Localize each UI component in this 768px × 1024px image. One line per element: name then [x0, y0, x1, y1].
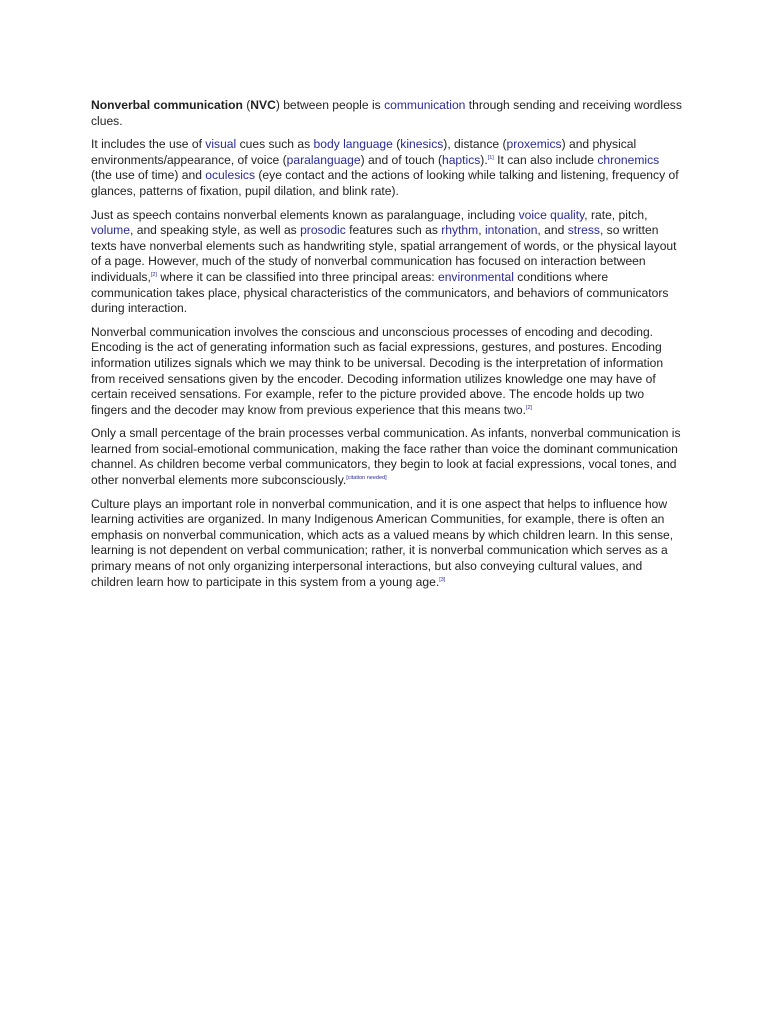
link-communication[interactable]: communication — [384, 98, 466, 112]
link-intonation[interactable]: intonation — [484, 223, 538, 238]
link-paralanguage[interactable]: paralanguage — [286, 152, 361, 167]
link-visual[interactable]: visual — [205, 137, 237, 152]
link-rhythm[interactable]: rhythm — [441, 223, 479, 238]
link-voice-quality[interactable]: voice quality — [518, 207, 585, 222]
term-nonverbal-communication: Nonverbal communication — [91, 98, 243, 112]
link-body-language[interactable]: body language — [313, 137, 393, 152]
link-chronemics[interactable]: chronemics — [597, 152, 660, 167]
citation-ref-2b[interactable]: [2] — [525, 404, 533, 411]
paragraph-cues: It includes the use of visual cues such as body language (kinesics), distance (proxemics) and physical environments/appearance, of voice (paralanguage) and of touch (haptics).[1] It can also include chronemics (the use of time) and oculesics (eye contact and the actions of looking while talking and listening, frequency of glances, patterns of fixation, pupil dilation, and blink rate). — [91, 137, 679, 198]
link-haptics[interactable]: haptics — [441, 152, 481, 167]
link-environmental[interactable]: environmental — [437, 269, 514, 284]
paragraph-paralanguage: Just as speech contains nonverbal elements known as paralanguage, including voice quality, rate, pitch, volume, and speaking style, as well as prosodic features such as rhythm, intonation, and stress, so written texts have nonverbal elements such as handwriting style, spatial arrangement of words, or the physical layout of a page. However, much of the study of nonverbal communication has focused on interaction between individuals,[2] where it can be classified into three principal areas: environmental conditions where communication takes place, physical characteristics of the communicators, and behaviors of communicators during interaction. — [91, 207, 677, 316]
term-nvc: NVC — [250, 98, 276, 112]
link-proxemics[interactable]: proxemics — [506, 137, 562, 152]
citation-ref-3[interactable]: [3] — [439, 576, 446, 583]
citation-needed-ref[interactable]: [citation needed] — [346, 475, 387, 482]
link-volume[interactable]: volume — [91, 223, 130, 238]
link-stress[interactable]: stress — [567, 223, 600, 238]
link-kinesics[interactable]: kinesics — [400, 137, 444, 152]
paragraph-encoding-decoding: Nonverbal communication involves the conscious and unconscious processes of encoding and decoding. Encoding is the act of generating information such as facial expressions, gestures, and postures. Encoding information utilizes signals which we may think to be universal. Decoding is the interpretation of information from received sensations given by the encoder. Decoding information utilizes knowledge one may have of certain received sensations. For example, refer to the picture provided above. The encode holds up two fingers and the decoder may know from previous experience that this means two.[2] — [91, 324, 664, 417]
link-prosodic[interactable]: prosodic — [300, 223, 346, 238]
citation-ref-1[interactable]: [1] — [487, 154, 494, 161]
link-oculesics[interactable]: oculesics — [205, 168, 256, 183]
paragraph-intro: Nonverbal communication (NVC) between people is communication through sending and receiving wordless clues. — [91, 98, 682, 128]
paragraph-culture: Culture plays an important role in nonverbal communication, and it is one aspect that helps to influence how learning activities are organized. In many Indigenous American Communities, for example, there is often an emphasis on nonverbal communication, which acts as a valued means by which children learn. In this sense, learning is not dependent on verbal communication; rather, it is nonverbal communication which serves as a primary means of not only organizing interpersonal interactions, but also conveying cultural values, and children learn how to participate in this system from a young age.[3] — [91, 496, 674, 589]
paragraph-brain: Only a small percentage of the brain processes verbal communication. As infants, nonverbal communication is learned from social-emotional communication, making the face rather than voice the dominant communication channel. As children become verbal communicators, they begin to look at facial expressions, vocal tones, and other nonverbal elements more subconsciously.[citation needed] — [91, 426, 681, 488]
citation-ref-2[interactable]: [2] — [150, 271, 157, 278]
